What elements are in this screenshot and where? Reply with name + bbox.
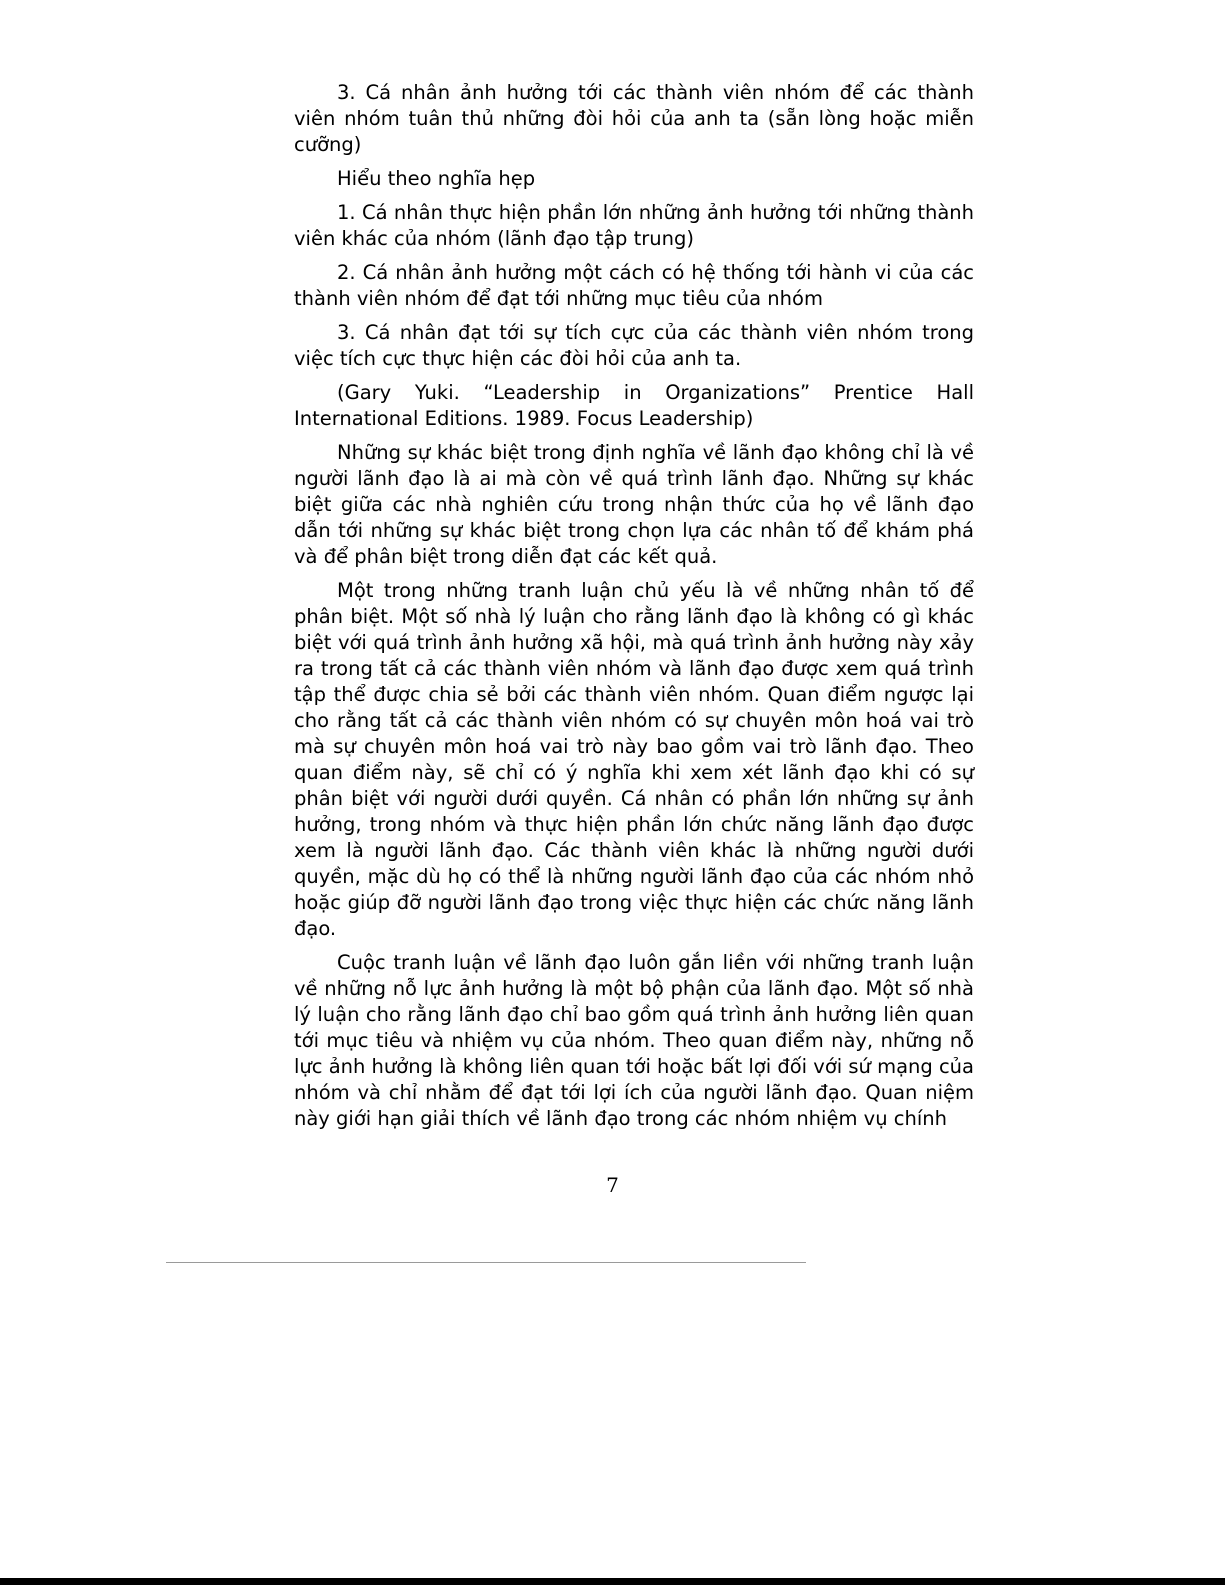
body-paragraph: Cuộc tranh luận về lãnh đạo luôn gắn liền với những tranh luận về những nỗ lực ảnh hưởng là một bộ phận của lãnh đạo. Một số nhà lý luận cho rằng lãnh đạo chỉ bao gồm quá trình ảnh hưởng liên quan tới mục tiêu và nhiệm vụ của nhóm. Theo quan điểm này, những nỗ lực ảnh hưởng là không liên quan tới hoặc bất lợi đối với sứ mạng của nhóm và chỉ nhằm để đạt tới lợi ích của người lãnh đạo. Quan niệm này giới hạn giải thích về lãnh đạo trong các nhóm nhiệm vụ chính [294, 951, 974, 1130]
page-number: 7 [606, 1173, 619, 1197]
list-item-broad-3: 3. Cá nhân ảnh hưởng tới các thành viên nhóm để các thành viên nhóm tuân thủ những đòi hỏi của anh ta (sẵn lòng hoặc miễn cưỡng) [294, 81, 974, 156]
list-item-narrow-1: 1. Cá nhân thực hiện phần lớn những ảnh hưởng tới những thành viên khác của nhóm (lãnh đạo tập trung) [294, 201, 974, 250]
page-separator-line [166, 1262, 806, 1263]
list-item-narrow-2: 2. Cá nhân ảnh hưởng một cách có hệ thống tới hành vi của các thành viên nhóm để đạt tới những mục tiêu của nhóm [294, 261, 974, 310]
citation: (Gary Yuki. “Leadership in Organizations” Prentice Hall International Editions. 1989. Focus Leadership) [294, 381, 974, 430]
body-paragraph: Một trong những tranh luận chủ yếu là về những nhân tố để phân biệt. Một số nhà lý luận cho rằng lãnh đạo là không có gì khác biệt với quá trình ảnh hưởng xã hội, mà quá trình ảnh hưởng này xảy ra trong tất cả các thành viên nhóm và lãnh đạo được xem quá trình tập thể được chia sẻ bởi các thành viên nhóm. Quan điểm ngược lại cho rằng tất cả các thành viên nhóm có sự chuyên môn hoá vai trò mà sự chuyên môn hoá vai trò này bao gồm vai trò lãnh đạo. Theo quan điểm này, sẽ chỉ có ý nghĩa khi xem xét lãnh đạo khi có sự phân biệt với người dưới quyền. Cá nhân có phần lớn những sự ảnh hưởng, trong nhóm và thực hiện phần lớn chức năng lãnh đạo được xem là người lãnh đạo. Các thành viên khác là những người dưới quyền, mặc dù họ có thể là những người lãnh đạo của các nhóm nhỏ hoặc giúp đỡ người lãnh đạo trong việc thực hiện các chức năng lãnh đạo. [294, 579, 974, 940]
bottom-edge-bar [0, 1578, 1225, 1585]
section-heading-narrow-sense: Hiểu theo nghĩa hẹp [337, 167, 536, 190]
body-paragraph: Những sự khác biệt trong định nghĩa về lãnh đạo không chỉ là về người lãnh đạo là ai mà còn về quá trình lãnh đạo. Những sự khác biệt giữa các nhà nghiên cứu trong nhận thức của họ về lãnh đạo dẫn tới những sự khác biệt trong chọn lựa các nhân tố để khám phá và để phân biệt trong diễn đạt các kết quả. [294, 441, 974, 568]
list-item-narrow-3: 3. Cá nhân đạt tới sự tích cực của các thành viên nhóm trong việc tích cực thực hiện các đòi hỏi của anh ta. [294, 321, 974, 370]
document-body [294, 80, 974, 1140]
